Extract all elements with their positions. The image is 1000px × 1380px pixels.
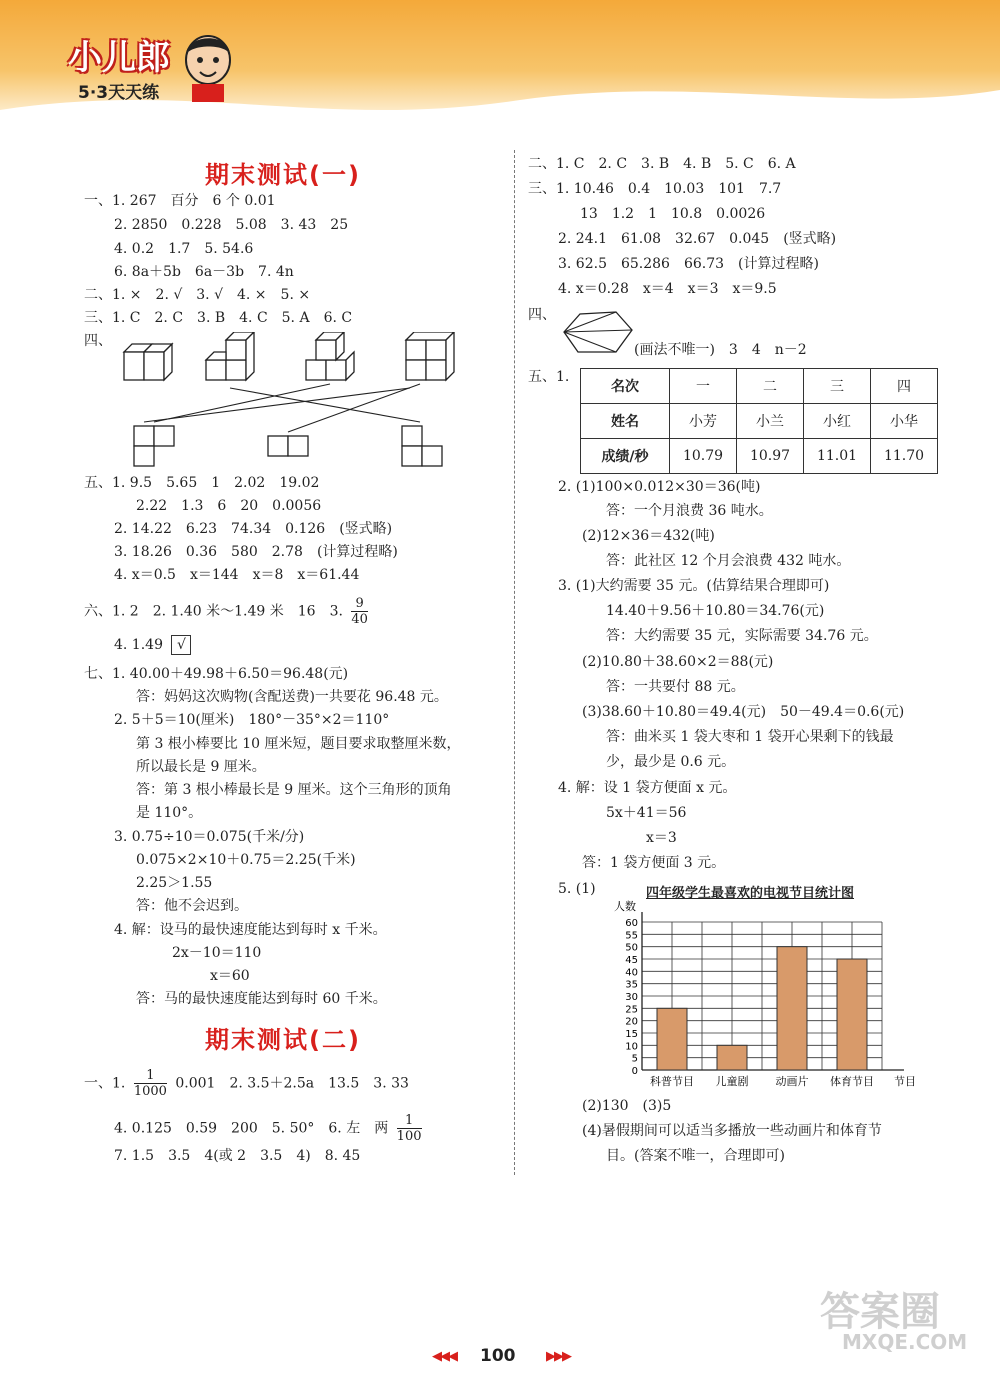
test1-title: 期末测试(一) bbox=[205, 161, 361, 189]
prev-arrows-icon: ◀◀◀ bbox=[432, 1349, 456, 1364]
table-cell: 10.79 bbox=[670, 439, 737, 474]
bar bbox=[657, 1008, 687, 1070]
answer-line: 6. 8a＋5b 6a－3b 7. 4n bbox=[114, 264, 294, 280]
cube-matching-figure bbox=[110, 332, 460, 472]
y-tick-label: 35 bbox=[625, 979, 638, 991]
answer-line: 少，最少是 0.6 元。 bbox=[606, 754, 736, 770]
answer-line: 4. 解：设 1 袋方便面 x 元。 bbox=[558, 780, 737, 796]
answer-line: 答：一共要付 88 元。 bbox=[606, 679, 745, 695]
table-cell: 一 bbox=[670, 369, 737, 404]
answer-line: 四、 bbox=[84, 333, 112, 349]
answer-line: 4. x＝0.5 x＝144 x＝8 x＝61.44 bbox=[114, 567, 360, 583]
logo-title: 小儿郎 bbox=[68, 38, 170, 78]
y-tick-label: 55 bbox=[625, 930, 638, 942]
answer-line: 0.075×2×10＋0.75＝2.25(千米) bbox=[136, 852, 356, 868]
x-tick-label: 儿童剧 bbox=[715, 1075, 749, 1088]
fraction: $\frac{1}{1000}$ bbox=[133, 1068, 167, 1099]
y-tick-label: 45 bbox=[625, 955, 638, 966]
answer-line: 14.40＋9.56＋10.80＝34.76(元) bbox=[606, 603, 825, 619]
answer-line: 所以最长是 9 厘米。 bbox=[136, 759, 266, 775]
test2-title: 期末测试(二) bbox=[205, 1026, 361, 1054]
answer-line: (4)暑假期间可以适当多播放一些动画片和体育节 bbox=[582, 1123, 882, 1139]
table-cell: 四 bbox=[871, 369, 938, 404]
table-cell: 名次 bbox=[581, 369, 670, 404]
answer-line: 答：第 3 根小棒最长是 9 厘米。这个三角形的顶角 bbox=[136, 782, 452, 798]
page-number: 100 bbox=[480, 1346, 516, 1366]
table-cell: 小华 bbox=[871, 404, 938, 439]
answer-line: 五、1. 9.5 5.65 1 2.02 19.02 bbox=[84, 475, 320, 491]
y-tick-label: 20 bbox=[625, 1016, 638, 1028]
answer-line: 四、 bbox=[528, 307, 556, 323]
answer-line: 目。(答案不唯一，合理即可) bbox=[606, 1148, 785, 1164]
watermark: 答案圈 bbox=[820, 1289, 940, 1335]
answer-line: x＝3 bbox=[646, 830, 677, 846]
next-arrows-icon: ▶▶▶ bbox=[546, 1349, 570, 1364]
chart-title: 四年级学生最喜欢的电视节目统计图 bbox=[646, 886, 855, 901]
answer-line: x＝60 bbox=[210, 968, 250, 984]
answer-line: 7. 1.5 3.5 4(或 2 3.5 4) 8. 45 bbox=[114, 1148, 361, 1164]
answer-line: 二、1. C 2. C 3. B 4. B 5. C 6. A bbox=[528, 156, 796, 172]
answer-line: 4. x＝0.28 x＝4 x＝3 x＝9.5 bbox=[558, 281, 777, 297]
table-cell: 11.70 bbox=[871, 439, 938, 474]
table-cell: 小芳 bbox=[670, 404, 737, 439]
y-tick-label: 40 bbox=[625, 967, 638, 979]
y-tick-label: 0 bbox=[631, 1066, 638, 1077]
watermark-url: MXQE.COM bbox=[842, 1330, 968, 1354]
answer-line: 2.22 1.3 6 20 0.0056 bbox=[136, 498, 322, 514]
answer-line: 2. 2850 0.228 5.08 3. 43 25 bbox=[114, 217, 349, 233]
y-tick-label: 30 bbox=[625, 992, 638, 1003]
answer-line: 3. 0.75÷10＝0.075(千米/分) bbox=[114, 829, 305, 845]
answer-line: 一、1. 267 百分 6 个 0.01 bbox=[84, 193, 276, 209]
answer-line: 答：一个月浪费 36 吨水。 bbox=[606, 503, 773, 519]
y-axis-label: 人数 bbox=[614, 900, 636, 913]
answer-line: 3. 62.5 65.286 66.73 (计算过程略) bbox=[558, 256, 819, 272]
table-cell: 11.01 bbox=[804, 439, 871, 474]
y-tick-label: 50 bbox=[625, 942, 638, 954]
answer-line: 4. 0.2 1.7 5. 54.6 bbox=[114, 241, 254, 257]
answer-line: 答：大约需要 35 元，实际需要 34.76 元。 bbox=[606, 628, 878, 644]
table-cell: 姓名 bbox=[581, 404, 670, 439]
table-cell: 10.97 bbox=[737, 439, 804, 474]
check-box: √ bbox=[171, 635, 191, 655]
y-tick-label: 10 bbox=[625, 1041, 638, 1053]
answer-line: 2.25＞1.55 bbox=[136, 875, 213, 891]
answer-line: (2)12×36＝432(吨) bbox=[582, 528, 715, 544]
answer-line: 是 110°。 bbox=[136, 805, 203, 821]
answer-line: 答：1 袋方便面 3 元。 bbox=[582, 855, 726, 871]
answer-line: 七、1. 40.00＋49.98＋6.50＝96.48(元) bbox=[84, 666, 349, 682]
table-row bbox=[581, 369, 938, 404]
answer-line: 答：马的最快速度能达到每时 60 千米。 bbox=[136, 991, 387, 1007]
polygon-diagonal-figure bbox=[558, 308, 638, 358]
ranking-table bbox=[580, 368, 938, 474]
bar bbox=[777, 947, 807, 1070]
y-tick-label: 25 bbox=[625, 1004, 638, 1016]
answer-line: 答：此社区 12 个月会浪费 432 吨水。 bbox=[606, 553, 851, 569]
fraction: $\frac{1}{100}$ bbox=[396, 1113, 422, 1144]
x-tick-label: 科普节目 bbox=[650, 1075, 694, 1088]
bar bbox=[837, 959, 867, 1070]
answer-line: 三、1. C 2. C 3. B 4. C 5. A 6. C bbox=[84, 310, 353, 326]
answer-line: 5x＋41＝56 bbox=[606, 805, 687, 821]
y-tick-label: 15 bbox=[625, 1029, 638, 1040]
answer-line bbox=[84, 596, 372, 627]
logo-subtitle: 5·3天天练 bbox=[78, 83, 160, 103]
answer-line: 13 1.2 1 10.8 0.0026 bbox=[580, 206, 766, 222]
answer-line: 3. 18.26 0.36 580 2.78 (计算过程略) bbox=[114, 544, 398, 560]
answer-line: 5. (1) bbox=[558, 881, 596, 897]
y-tick-label: 5 bbox=[631, 1053, 638, 1065]
answer-text: 六、1. 2 2. 1.40 米～1.49 米 16 3. bbox=[84, 603, 343, 620]
answer-line: 2. (1)100×0.012×30＝36(吨) bbox=[558, 479, 761, 495]
answer-line: 二、1. × 2. √ 3. √ 4. × 5. × bbox=[84, 287, 311, 303]
answer-line bbox=[114, 635, 191, 655]
table-row bbox=[581, 439, 938, 474]
table-cell: 小兰 bbox=[737, 404, 804, 439]
y-tick-label: 60 bbox=[625, 918, 638, 929]
answer-line: 2. 24.1 61.08 32.67 0.045 (竖式略) bbox=[558, 231, 837, 247]
table-cell: 二 bbox=[737, 369, 804, 404]
mascot-icon bbox=[180, 32, 236, 104]
answer-line: 答：妈妈这次购物(含配送费)一共要花 96.48 元。 bbox=[136, 689, 448, 705]
answer-line: 2x－10＝110 bbox=[172, 945, 262, 961]
bar-chart bbox=[600, 896, 930, 1092]
answer-line: 3. (1)大约需要 35 元。(估算结果合理即可) bbox=[558, 578, 830, 594]
table-row bbox=[581, 404, 938, 439]
answer-line: 第 3 根小棒要比 10 厘米短，题目要求取整厘米数， bbox=[136, 736, 461, 752]
answer-line: (2)10.80＋38.60×2＝88(元) bbox=[582, 654, 774, 670]
fraction: $\frac{9}{40}$ bbox=[351, 596, 368, 627]
table-cell: 小红 bbox=[804, 404, 871, 439]
table-cell: 成绩/秒 bbox=[581, 439, 670, 474]
x-tick-label: 体育节目 bbox=[830, 1075, 874, 1088]
answer-line: 一、1. $\frac{1}{1000}$ 0.001 2. 3.5＋2.5a 13.5 3. 33 bbox=[84, 1068, 409, 1099]
table-cell: 三 bbox=[804, 369, 871, 404]
column-divider bbox=[514, 150, 515, 1175]
answer-line: (3)38.60＋10.80＝49.4(元) 50－49.4＝0.6(元) bbox=[582, 704, 905, 720]
answer-line: (画法不唯一) 3 4 n－2 bbox=[634, 342, 807, 358]
answer-line: (2)130 (3)5 bbox=[582, 1098, 672, 1114]
answer-line: 2. 14.22 6.23 74.34 0.126 (竖式略) bbox=[114, 521, 393, 537]
answer-text: 4. 1.49 bbox=[114, 637, 163, 653]
answer-line: 4. 0.125 0.59 200 5. 50° 6. 左 两 $\frac{1}{100}$ bbox=[114, 1113, 422, 1144]
x-axis-label: 节目 bbox=[894, 1075, 916, 1088]
answer-line: 答：他不会迟到。 bbox=[136, 898, 248, 914]
bar bbox=[717, 1045, 747, 1070]
answer-line: 三、1. 10.46 0.4 10.03 101 7.7 bbox=[528, 181, 782, 197]
answer-line: 2. 5＋5＝10(厘米) 180°－35°×2＝110° bbox=[114, 712, 390, 728]
answer-line: 4. 解：设马的最快速度能达到每时 x 千米。 bbox=[114, 922, 387, 938]
answer-line: 答：曲米买 1 袋大枣和 1 袋开心果剩下的钱最 bbox=[606, 729, 894, 745]
answer-line: 五、1. bbox=[528, 369, 570, 385]
x-tick-label: 动画片 bbox=[775, 1075, 809, 1088]
